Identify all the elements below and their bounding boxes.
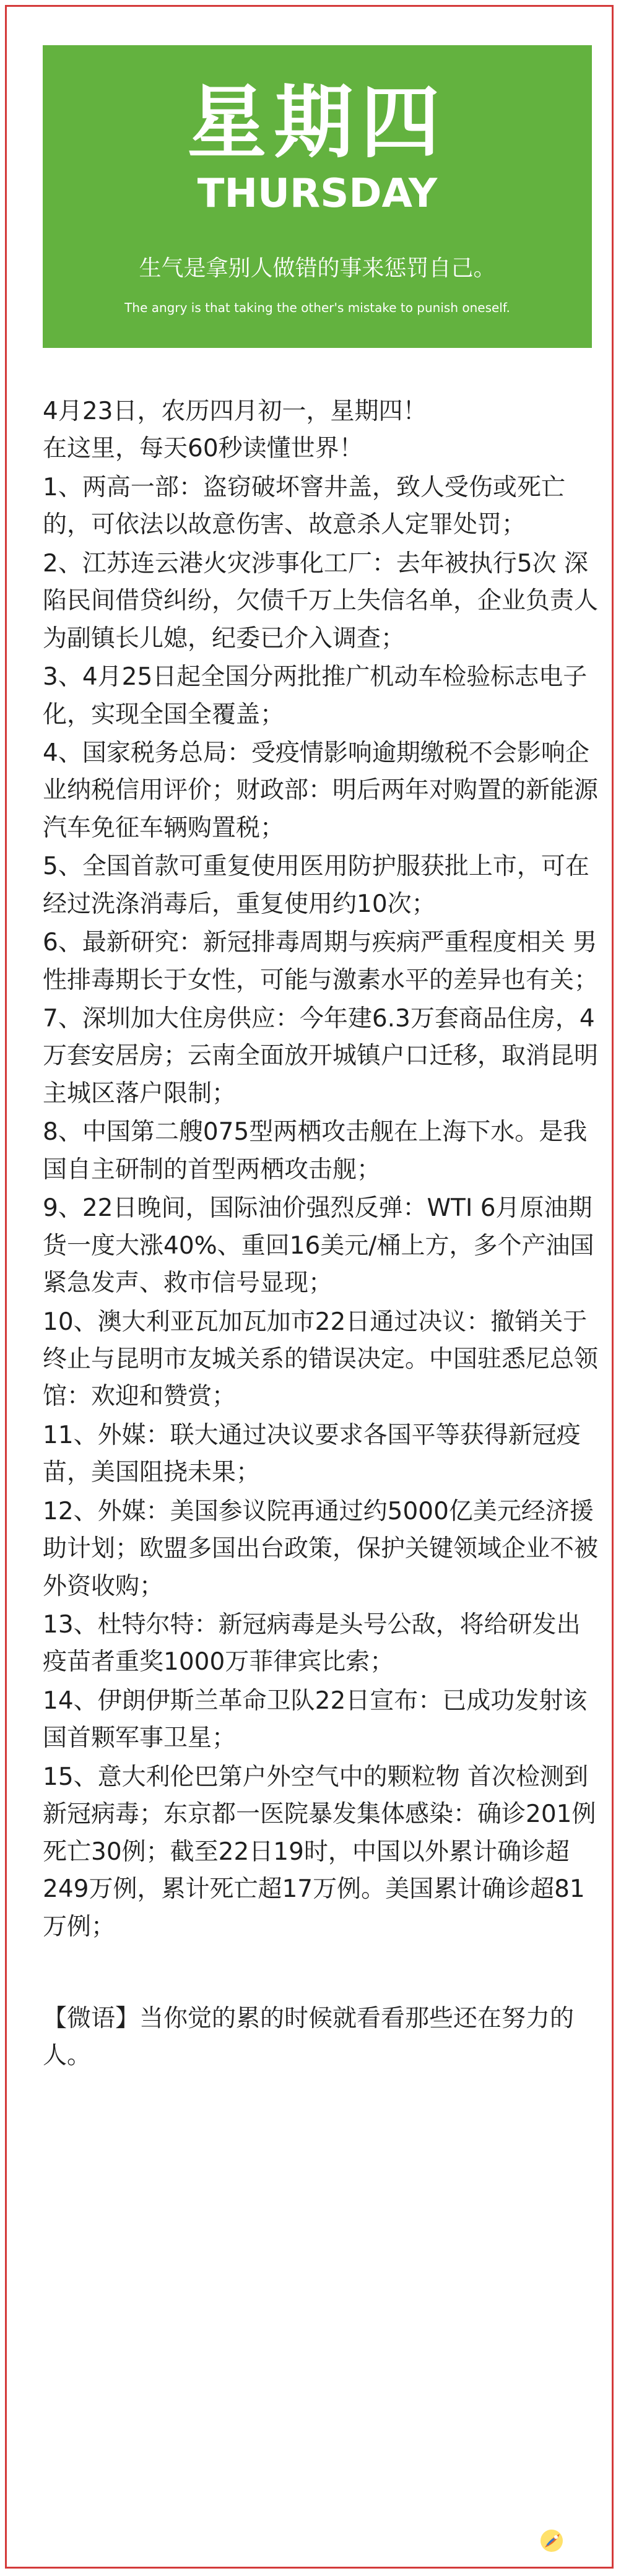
news-item-9: 9、22日晚间，国际油价强烈反弹：WTI 6月原油期货一度大涨40%、重回16美元/桶上方，多个产油国紧急发声、救市信号显现； bbox=[43, 1194, 594, 1298]
weekday-title-cn: 星期四 bbox=[187, 77, 448, 169]
news-item-3: 3、4月25日起全国分两批推广机动车检验标志电子化，实现全国全覆盖； bbox=[43, 663, 588, 729]
news-item-15: 15、意大利伦巴第户外空气中的颗粒物 首次检测到新冠病毒；东京都一医院暴发集体感染：确诊201例 死亡30例；截至22日19时，中国以外累计确诊超249万例，累计死亡超17万例。美国累计确诊超81万例； bbox=[43, 1763, 596, 1941]
news-item-10: 10、澳大利亚瓦加瓦加市22日通过决议：撤销关于终止与昆明市友城关系的错误决定。中国驻悉尼总领馆：欢迎和赞赏； bbox=[43, 1308, 599, 1411]
news-item-2: 2、江苏连云港火灾涉事化工厂：去年被执行5次 深陷民间借贷纠纷，欠债千万上失信名单，企业负责人为副镇长儿媳，纪委已介入调查； bbox=[43, 549, 599, 653]
banner-quote-en: The angry is that taking the other's mistake to punish oneself. bbox=[124, 300, 510, 315]
news-item-5: 5、全国首款可重复使用医用防护服获批上市，可在经过洗涤消毒后，重复使用约10次； bbox=[43, 852, 589, 918]
day-banner bbox=[43, 45, 592, 348]
news-item-1: 1、两高一部：盗窃破坏窨井盖，致人受伤或死亡的，可依法以故意伤害、故意杀人定罪处罚； bbox=[43, 473, 565, 539]
section-spacer bbox=[43, 1946, 599, 2000]
banner-quote-cn: 生气是拿别人做错的事来惩罚自己。 bbox=[139, 256, 496, 281]
closing-quote: 【微语】当你觉的累的时候就看看那些还在努力的人。 bbox=[43, 2004, 575, 2070]
news-item-11: 11、外媒：联大通过决议要求各国平等获得新冠疫苗，美国阻挠未果； bbox=[43, 1421, 581, 1487]
news-item-4: 4、国家税务总局：受疫情影响逾期缴税不会影响企业纳税信用评价；财政部：明后两年对购置的新能源汽车免征车辆购置税； bbox=[43, 739, 599, 842]
news-item-13: 13、杜特尔特：新冠病毒是头号公敌，将给研发出疫苗者重奖1000万菲律宾比索； bbox=[43, 1611, 581, 1676]
weekday-title-en: THURSDAY bbox=[197, 171, 438, 217]
news-item-14: 14、伊朗伊斯兰革命卫队22日宣布：已成功发射该国首颗军事卫星； bbox=[43, 1686, 588, 1753]
rocket-logo-icon bbox=[538, 2527, 565, 2554]
news-item-6: 6、最新研究：新冠排毒周期与疾病严重程度相关 男性排毒期长于女性，可能与激素水平的差异也有关； bbox=[43, 929, 599, 994]
news-item-7: 7、深圳加大住房供应：今年建6.3万套商品住房，4万套安居房；云南全面放开城镇户口迁移，取消昆明主城区落户限制； bbox=[43, 1005, 599, 1108]
news-item-12: 12、外媒：美国参议院再通过约5000亿美元经济援助计划；欧盟多国出台政策，保护关键领域企业不被外资收购； bbox=[43, 1497, 599, 1600]
page-frame bbox=[5, 5, 614, 2569]
date-line: 4月23日，农历四月初一，星期四！ bbox=[43, 397, 427, 425]
intro-line: 在这里，每天60秒读懂世界！ bbox=[43, 435, 363, 463]
news-content bbox=[43, 393, 599, 2075]
news-item-8: 8、中国第二艘075型两栖攻击舰在上海下水。是我国自主研制的首型两栖攻击舰； bbox=[43, 1118, 588, 1184]
